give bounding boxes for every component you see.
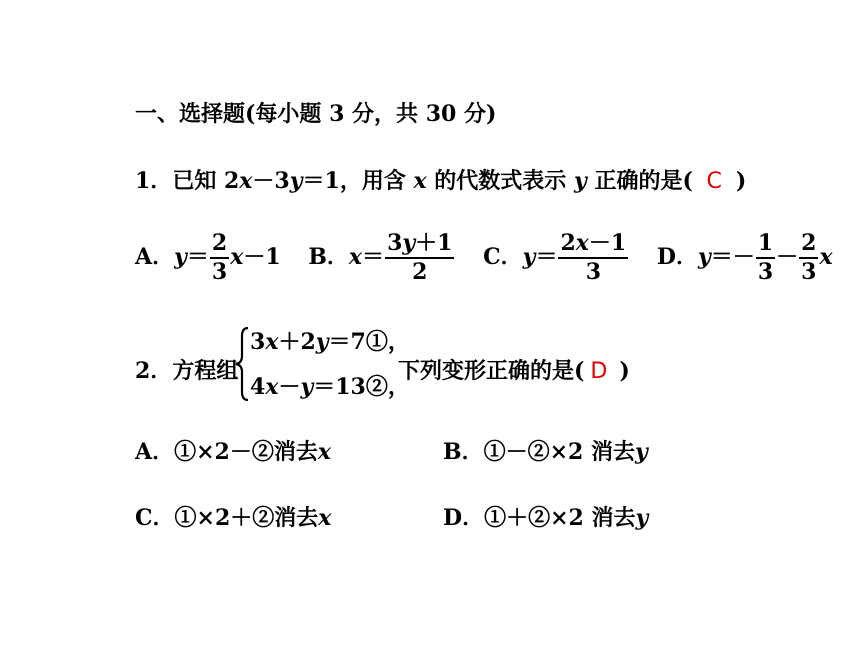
var-x: x <box>413 168 427 194</box>
question-1 <box>135 170 746 193</box>
option-2a <box>135 441 331 463</box>
var-y: y <box>573 168 587 194</box>
numerator-tail: －1 <box>588 230 627 256</box>
var-x: x <box>230 244 244 271</box>
coef: － <box>278 374 301 400</box>
option-1a <box>135 232 281 284</box>
question-2-text-pre: 方程组 <box>172 358 239 384</box>
var-x: x <box>265 374 279 400</box>
numerator-coef: 3 <box>387 230 403 256</box>
var-x: x <box>348 244 363 271</box>
denominator: 3 <box>211 259 228 286</box>
option-1b <box>308 232 455 284</box>
minus-sign: － <box>776 244 799 271</box>
fraction <box>385 232 454 284</box>
equation-rhs: ＝13②， <box>313 374 410 400</box>
option-text: ①×2－②消去 <box>174 439 318 465</box>
question-2-text: 下列变形正确的是( <box>398 358 585 384</box>
equals-sign: ＝ <box>535 244 558 271</box>
equation-rhs: ＝7①， <box>328 329 410 355</box>
option-label: C． <box>135 505 175 531</box>
option-2d <box>443 507 648 529</box>
option-label: D． <box>443 505 485 531</box>
option-label: A． <box>135 244 175 271</box>
denominator: 2 <box>412 259 428 286</box>
option-1c <box>483 232 629 284</box>
question-1-text: ＝1，用含 <box>302 168 406 194</box>
var-x: x <box>317 439 331 465</box>
fraction <box>799 232 818 284</box>
question-2-close: ) <box>619 358 630 384</box>
option-label: D． <box>656 244 698 271</box>
option-2b <box>443 441 648 463</box>
numerator <box>558 232 628 259</box>
question-2-number: 2． <box>135 358 173 384</box>
question-1-text-pre: 已知 2 <box>172 168 240 194</box>
option-2c <box>135 507 331 529</box>
numerator: 2 <box>210 232 229 259</box>
var-y: y <box>698 244 711 271</box>
option-label: C． <box>483 244 523 271</box>
var-y: y <box>635 505 649 531</box>
var-y: y <box>315 329 329 355</box>
var-y: y <box>522 244 536 271</box>
coef: 3 <box>250 329 266 355</box>
question-1-text: －3 <box>252 168 290 194</box>
equals-sign: ＝ <box>186 244 209 271</box>
question-1-close: ) <box>735 168 747 194</box>
equals-sign: ＝－ <box>710 244 755 271</box>
section-title: 一、选择题(每小题 3 分，共 30 分) <box>135 101 497 127</box>
option-tail: －1 <box>243 244 281 271</box>
question-2-prefix <box>135 360 238 382</box>
var-x: x <box>239 168 253 194</box>
numerator-tail: ＋1 <box>415 230 453 256</box>
fraction <box>210 232 229 284</box>
var-y: y <box>402 230 416 256</box>
option-text: ①－②×2 消去 <box>483 439 636 465</box>
var-x: x <box>318 505 332 531</box>
option-label: A． <box>135 439 175 465</box>
var-x: x <box>265 329 279 355</box>
denominator: 3 <box>585 259 602 286</box>
system-brace <box>234 326 250 402</box>
coef: 4 <box>250 374 266 400</box>
option-label: B． <box>308 244 349 271</box>
denominator: 3 <box>757 259 774 286</box>
fraction <box>558 232 628 284</box>
numerator <box>385 232 454 259</box>
option-text: ①＋②×2 消去 <box>484 505 636 531</box>
var-x: x <box>819 244 833 271</box>
coef: ＋2 <box>278 329 316 355</box>
numerator: 1 <box>756 232 775 259</box>
option-label: B． <box>443 439 484 465</box>
var-y: y <box>635 439 648 465</box>
var-y: y <box>174 244 187 271</box>
question-1-text: 正确的是( <box>594 168 693 194</box>
numerator-coef: 2 <box>560 230 576 256</box>
equals-sign: ＝ <box>362 244 385 271</box>
question-1-text: 的代数式表示 <box>434 168 567 194</box>
answer-2: D <box>590 359 608 384</box>
answer-1: C <box>706 169 722 194</box>
option-text: ①×2＋②消去 <box>174 505 319 531</box>
var-y: y <box>300 374 314 400</box>
system-equation-1 <box>250 331 410 353</box>
denominator: 3 <box>801 259 817 286</box>
question-1-options <box>135 232 833 284</box>
question-2-suffix <box>398 360 630 383</box>
system-equation-2 <box>250 376 410 398</box>
var-x: x <box>575 230 589 256</box>
numerator: 2 <box>799 232 818 259</box>
fraction <box>756 232 775 284</box>
option-1d <box>657 232 833 284</box>
question-1-number: 1． <box>135 168 173 194</box>
var-y: y <box>289 168 303 194</box>
